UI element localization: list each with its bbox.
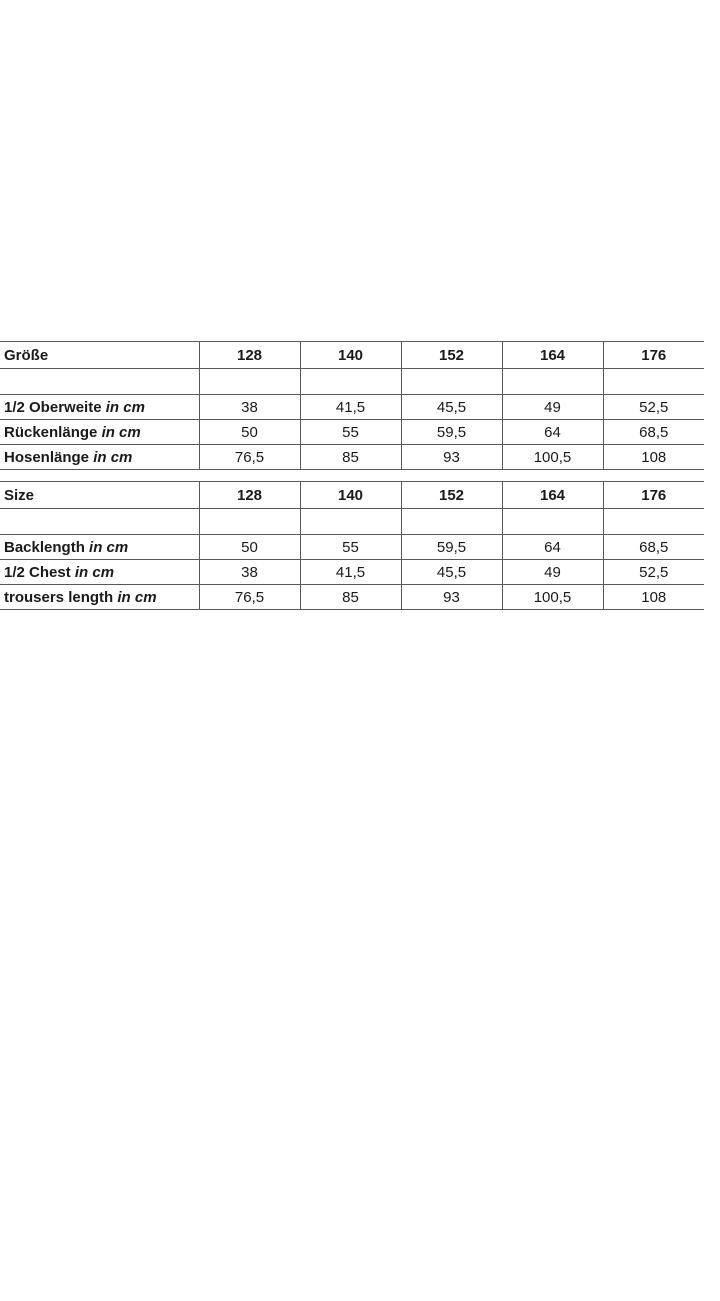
size-header-cell: 176 [603,482,704,509]
row-label-cell [0,445,199,470]
row-label: 1/2 Oberweite [4,398,102,416]
spacer-cell [603,509,704,535]
spacer-row [0,369,704,395]
row-label-cell [0,420,199,445]
value-cell: 55 [300,535,401,560]
value-cell: 59,5 [401,420,502,445]
spacer-cell [300,369,401,395]
row-label: Hosenlänge [4,448,90,466]
value-cell: 93 [401,585,502,610]
value-cell: 85 [300,585,401,610]
spacer-cell [199,369,300,395]
size-table-german [0,341,704,470]
spacer-cell [502,369,603,395]
row-label: trousers length [4,588,114,606]
row-label-cell [0,585,199,610]
measurement-row [0,395,704,420]
measurement-row [0,535,704,560]
value-cell: 52,5 [603,395,704,420]
spacer-row [0,509,704,535]
row-label: 1/2 Chest [4,563,71,581]
size-header-cell: 164 [502,482,603,509]
measurement-row [0,445,704,470]
header-label-cell: Größe [0,342,199,369]
value-cell: 85 [300,445,401,470]
spacer-cell [199,509,300,535]
value-cell: 68,5 [603,420,704,445]
spacer-cell [401,369,502,395]
value-cell: 41,5 [300,560,401,585]
size-header-cell: 140 [300,482,401,509]
size-header-cell: 128 [199,482,300,509]
row-unit: in cm [117,588,157,606]
size-header-cell: 152 [401,342,502,369]
value-cell: 100,5 [502,445,603,470]
row-label: Backlength [4,538,85,556]
value-cell: 38 [199,560,300,585]
size-header-cell: 152 [401,482,502,509]
value-cell: 93 [401,445,502,470]
value-cell: 68,5 [603,535,704,560]
value-cell: 100,5 [502,585,603,610]
row-unit: in cm [101,423,141,441]
spacer-cell [300,509,401,535]
table-header-row [0,482,704,509]
value-cell: 45,5 [401,560,502,585]
size-table-english [0,481,704,610]
measurement-row [0,560,704,585]
measurement-row [0,585,704,610]
value-cell: 76,5 [199,585,300,610]
measurement-row [0,420,704,445]
value-cell: 52,5 [603,560,704,585]
value-cell: 50 [199,420,300,445]
value-cell: 76,5 [199,445,300,470]
value-cell: 49 [502,560,603,585]
spacer-cell [0,369,199,395]
size-header-cell: 176 [603,342,704,369]
spacer-cell [502,509,603,535]
value-cell: 55 [300,420,401,445]
spacer-cell [401,509,502,535]
row-label: Rückenlänge [4,423,98,441]
value-cell: 108 [603,445,704,470]
row-unit: in cm [74,563,115,581]
value-cell: 49 [502,395,603,420]
size-header-cell: 164 [502,342,603,369]
size-header-cell: 128 [199,342,300,369]
row-label-cell [0,560,199,585]
spacer-cell [603,369,704,395]
row-label-cell [0,395,199,420]
header-label-cell: Size [0,482,199,509]
value-cell: 50 [199,535,300,560]
row-unit: in cm [89,538,129,556]
value-cell: 108 [603,585,704,610]
value-cell: 59,5 [401,535,502,560]
value-cell: 45,5 [401,395,502,420]
row-unit: in cm [105,398,145,416]
value-cell: 64 [502,420,603,445]
row-unit: in cm [93,448,133,466]
value-cell: 64 [502,535,603,560]
table-header-row [0,342,704,369]
spacer-cell [0,509,199,535]
size-header-cell: 140 [300,342,401,369]
row-label-cell [0,535,199,560]
value-cell: 38 [199,395,300,420]
page [0,341,720,1301]
value-cell: 41,5 [300,395,401,420]
